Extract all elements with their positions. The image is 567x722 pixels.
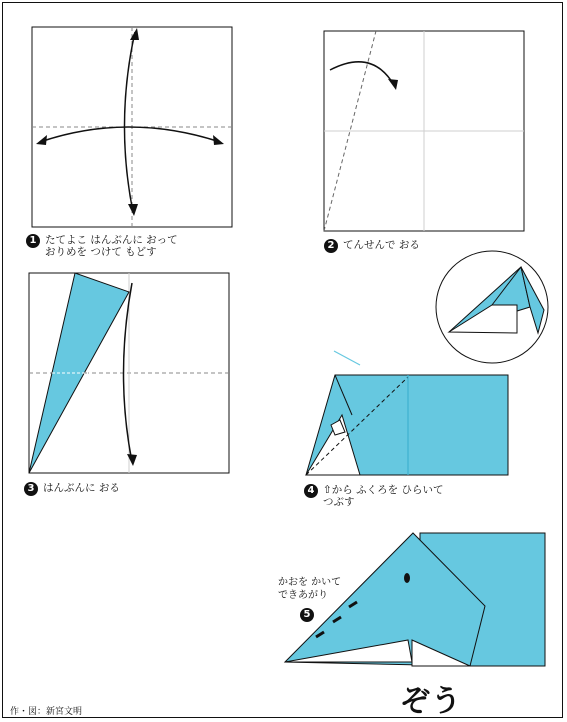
elephant-eye [404, 573, 410, 583]
step4-number: 4 [304, 484, 318, 498]
step4-line1: ⇧から ふくろを ひらいて [323, 484, 444, 496]
credit: 作・図：新宮文明 [10, 707, 83, 717]
step5-number: 5 [300, 608, 314, 622]
page-title: ぞう [400, 684, 462, 719]
step2-number: 2 [324, 239, 338, 253]
step5-line2: できあがり [278, 590, 328, 601]
step1-line1: たてよこ はんぶんに おって [45, 234, 178, 246]
step4-line2: つぶす [323, 496, 355, 508]
step3-line1: はんぶんに おる [43, 482, 120, 494]
step2-line1: てんせんで おる [343, 239, 420, 251]
step3-number: 3 [24, 482, 38, 496]
step5-line1: かおを かいて [278, 577, 342, 588]
step1-line2: おりめを つけて もどす [45, 246, 157, 258]
step1-number: 1 [26, 234, 40, 248]
